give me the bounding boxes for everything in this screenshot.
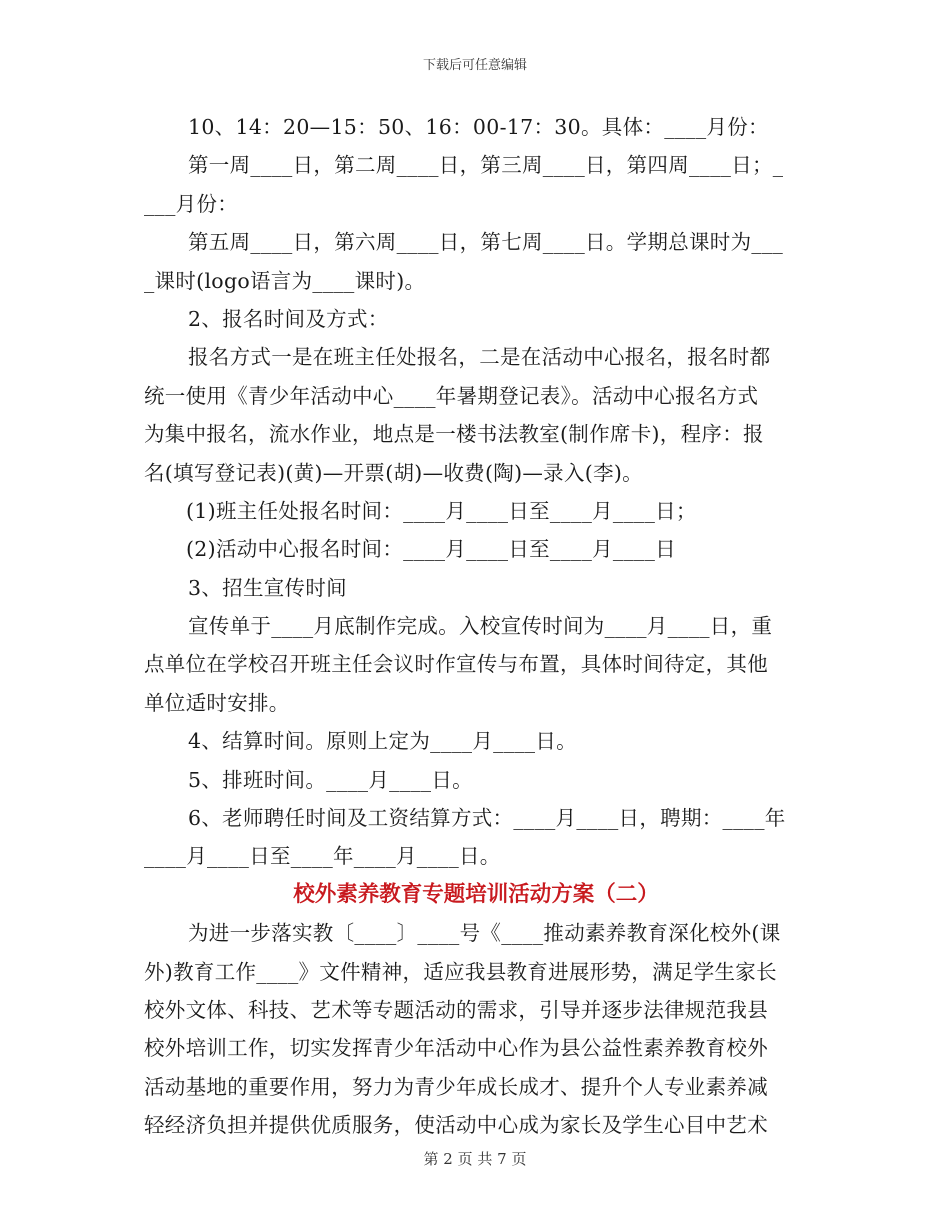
- subheading-line: 6、老师聘任时间及工资结算方式：____月____日，聘期：____年: [188, 806, 786, 831]
- subheading-line: 2、报名时间及方式：: [188, 306, 389, 331]
- page-number: 第 2 页 共 7 页: [423, 1150, 527, 1168]
- paragraph-line: 第五周____日，第六周____日，第七周____日。学期总课时为___: [188, 230, 784, 255]
- paragraph-line: 10、14：20—15：50、16：00-17：30。具体：____月份：: [188, 115, 769, 139]
- list-item-line: (1)班主任处报名时间：____月____日至____月____日；: [186, 498, 697, 523]
- subheading-line: 5、排班时间。____月____日。: [188, 767, 473, 792]
- section-title: 校外素养教育专题培训活动方案（二）: [293, 881, 659, 907]
- paragraph-line: _课时(logo语言为____课时)。: [144, 268, 426, 293]
- paragraph-line: 为集中报名，流水作业，地点是一楼书法教室(制作席卡)，程序：报: [144, 422, 764, 447]
- subheading-line: 3、招生宣传时间: [188, 575, 347, 600]
- paragraph-line: 报名方式一是在班主任处报名，二是在活动中心报名，报名时都: [188, 345, 771, 370]
- paragraph-line: 活动基地的重要作用，努力为青少年成长成才、提升个人专业素养减: [144, 1074, 768, 1099]
- paragraph-line: 第一周____日，第二周____日，第三周____日，第四周____日；_: [188, 153, 784, 178]
- paragraph-line: 校外文体、科技、艺术等专题活动的需求，引导并逐步法律规范我县: [144, 997, 768, 1022]
- paragraph-line: ___月份：: [144, 191, 239, 216]
- paragraph-line: 校外培训工作，切实发挥青少年活动中心作为县公益性素养教育校外: [144, 1036, 768, 1061]
- paragraph-line: 统一使用《青少年活动中心____年暑期登记表》。活动中心报名方式: [144, 383, 759, 408]
- paragraph-line: 宣传单于____月底制作完成。入校宣传时间为____月____日，重: [188, 614, 773, 639]
- paragraph-line: 单位适时安排。: [144, 690, 290, 715]
- list-item-line: (2)活动中心报名时间：____月____日至____月____日: [186, 537, 676, 562]
- subheading-line: 4、结算时间。原则上定为____月____日。: [188, 729, 577, 754]
- paragraph-line: 外)教育工作____》文件精神，适应我县教育进展形势，满足学生家长: [144, 959, 777, 984]
- page-header-note: 下载后可任意编辑: [422, 58, 527, 73]
- paragraph-line: 为进一步落实教〔____〕____号《____推动素养教育深化校外(课: [188, 921, 781, 946]
- document-body: [144, 108, 808, 1145]
- paragraph-line: 点单位在学校召开班主任会议时作宣传与布置，具体时间待定，其他: [144, 652, 768, 677]
- paragraph-line: 名(填写登记表)(黄)—开票(胡)—收费(陶)—录入(李)。: [144, 460, 643, 485]
- paragraph-line: ____月____日至____年____月____日。: [144, 844, 501, 869]
- paragraph-line: 轻经济负担并提供优质服务，使活动中心成为家长及学生心目中艺术: [144, 1113, 768, 1138]
